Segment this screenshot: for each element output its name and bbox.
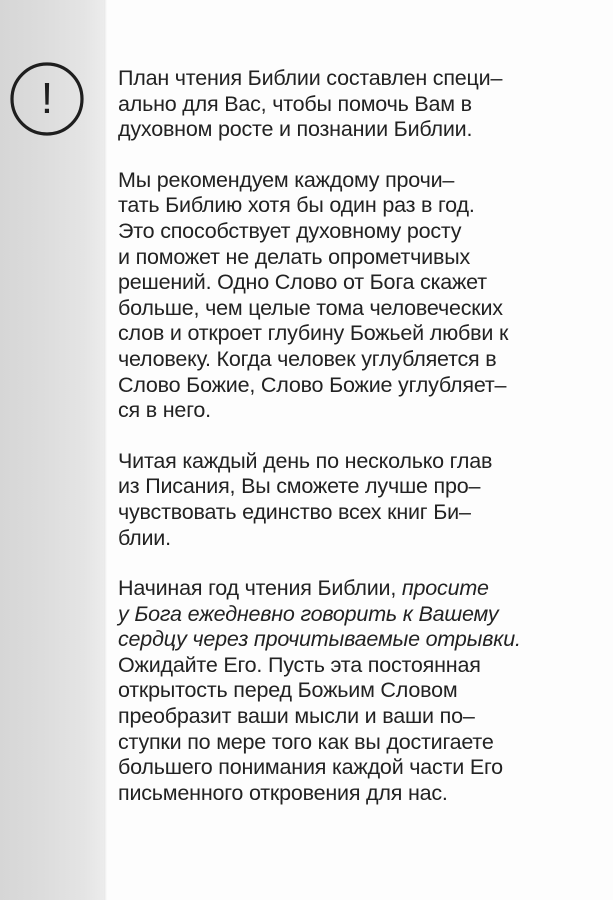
text-line — [118, 296, 588, 322]
paragraph — [118, 66, 588, 143]
text-segment: тать Библию хотя бы один раз в год. — [118, 193, 475, 218]
text-segment: ступки по мере того как вы достигаете — [118, 729, 494, 754]
italic-text-segment: просите — [401, 576, 489, 601]
text-line — [118, 398, 588, 424]
text-segment: чувствовать единство всех книг Би– — [118, 499, 471, 524]
text-segment: Слово Божие, Слово Божие углубляет– — [118, 372, 507, 397]
text-segment: и поможет не делать опрометчивых — [118, 244, 470, 269]
paragraph — [118, 449, 588, 551]
text-segment: решений. Одно Слово от Бога скажет — [118, 270, 487, 295]
text-segment: духовном росте и познании Библии. — [118, 117, 473, 142]
paragraph — [118, 576, 588, 806]
gutter-edge — [104, 0, 107, 900]
paragraph — [118, 168, 588, 424]
italic-text-segment: у Бога ежедневно говорить к Вашему — [118, 601, 499, 626]
text-line — [118, 602, 588, 628]
text-segment: человеку. Когда человек углубляется в — [118, 346, 497, 371]
text-segment: блии. — [118, 525, 171, 550]
text-segment: ально для Вас, чтобы помочь Вам в — [118, 91, 472, 116]
text-line — [118, 755, 588, 781]
text-line — [118, 678, 588, 704]
text-segment: Ожидайте Его. Пусть эта постоянная — [118, 652, 481, 677]
text-line — [118, 781, 588, 807]
text-line — [118, 653, 588, 679]
text-line — [118, 219, 588, 245]
text-segment: План чтения Библии составлен специ– — [118, 66, 503, 90]
text-segment: из Писания, Вы сможете лучше про– — [118, 474, 481, 499]
text-line — [118, 193, 588, 219]
text-segment: слов и откроет глубину Божьей любви к — [118, 321, 509, 346]
text-line — [118, 730, 588, 756]
document-body — [118, 66, 588, 831]
text-segment: большего понимания каждой части Его — [118, 755, 503, 780]
text-segment: преобразит ваши мысли и ваши по– — [118, 704, 475, 729]
text-line — [118, 373, 588, 399]
text-segment: открытость перед Божьим Словом — [118, 678, 458, 703]
text-line — [118, 92, 588, 118]
text-segment: Читая каждый день по несколько глав — [118, 448, 493, 473]
text-segment: ся в него. — [118, 398, 211, 423]
italic-text-segment: сердцу через прочитываемые отрывки. — [118, 627, 521, 652]
text-segment: больше, чем целые тома человеческих — [118, 295, 503, 320]
text-line — [118, 627, 588, 653]
text-line — [118, 321, 588, 347]
text-line — [118, 66, 588, 92]
text-line — [118, 168, 588, 194]
text-line — [118, 117, 588, 143]
text-line — [118, 347, 588, 373]
text-line — [118, 704, 588, 730]
text-line — [118, 526, 588, 552]
text-segment: Начиная год чтения Библии, — [118, 576, 402, 601]
text-line — [118, 245, 588, 271]
text-line — [118, 474, 588, 500]
text-line — [118, 576, 588, 602]
text-line — [118, 270, 588, 296]
text-line — [118, 449, 588, 475]
text-segment: Это способствует духовному росту — [118, 218, 462, 243]
exclamation-glyph: ! — [40, 74, 54, 123]
exclamation-circle-icon — [8, 60, 86, 138]
text-segment: Мы рекомендуем каждому прочи– — [118, 167, 455, 192]
text-segment: письменного откровения для нас. — [118, 780, 448, 805]
text-line — [118, 500, 588, 526]
